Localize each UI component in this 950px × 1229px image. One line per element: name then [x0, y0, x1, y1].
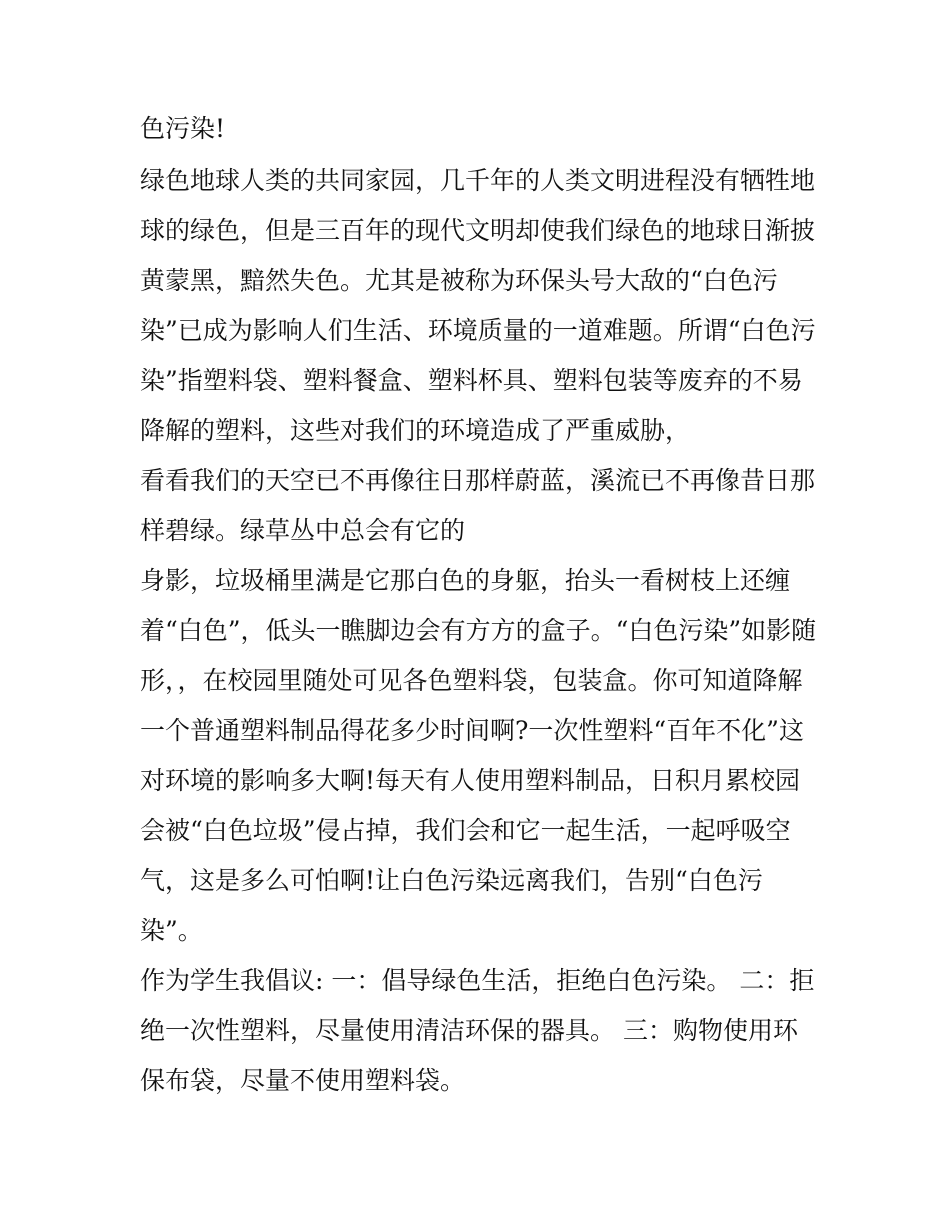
text-line: 会被“白色垃圾”侵占掉，我们会和它一起生活，一起呼吸空	[140, 816, 791, 845]
text-line: 色污染!	[140, 114, 226, 143]
text-line: 作为学生我倡议: 一：倡导绿色生活，拒绝白色污染。 二：拒	[140, 966, 815, 995]
text-line: 样碧绿。绿草丛中总会有它的	[140, 516, 466, 545]
text-line: 黄蒙黑，黯然失色。尤其是被称为环保头号大敌的“白色污	[140, 266, 778, 295]
text-line: 球的绿色，但是三百年的现代文明却使我们绿色的地球日渐披	[140, 216, 816, 245]
text-line: 形，，在校园里随处可见各色塑料袋，包装盒。你可知道降解	[140, 666, 803, 695]
text-line: 绝一次性塑料，尽量使用清洁环保的器具。 三：购物使用环	[140, 1016, 798, 1045]
text-line: 绿色地球人类的共同家园，几千年的人类文明进程没有牺牲地	[140, 166, 816, 195]
text-line: 一个普通塑料制品得花多少时间啊?一次性塑料“百年不化”这	[140, 716, 804, 745]
text-line: 着“白色”，低头一瞧脚边会有方方的盒子。“白色污染”如影随	[140, 616, 817, 645]
text-line: 染”。	[140, 916, 203, 945]
text-line: 染”已成为影响人们生活、环境质量的一道难题。所谓“白色污	[140, 316, 816, 345]
text-line: 对环境的影响多大啊!每天有人使用塑料制品，日积月累校园	[140, 766, 801, 795]
text-line: 身影，垃圾桶里满是它那白色的身躯，抬头一看树枝上还缠	[140, 566, 791, 595]
text-line: 染”指塑料袋、塑料餐盒、塑料杯具、塑料包装等废弃的不易	[140, 366, 803, 395]
text-line: 降解的塑料，这些对我们的环境造成了严重威胁，	[140, 416, 691, 445]
text-line: 看看我们的天空已不再像往日那样蔚蓝，溪流已不再像昔日那	[140, 466, 816, 495]
text-line: 气，这是多么可怕啊!让白色污染远离我们，告别“白色污	[140, 866, 763, 895]
text-line: 保布袋，尽量不使用塑料袋。	[140, 1066, 466, 1095]
